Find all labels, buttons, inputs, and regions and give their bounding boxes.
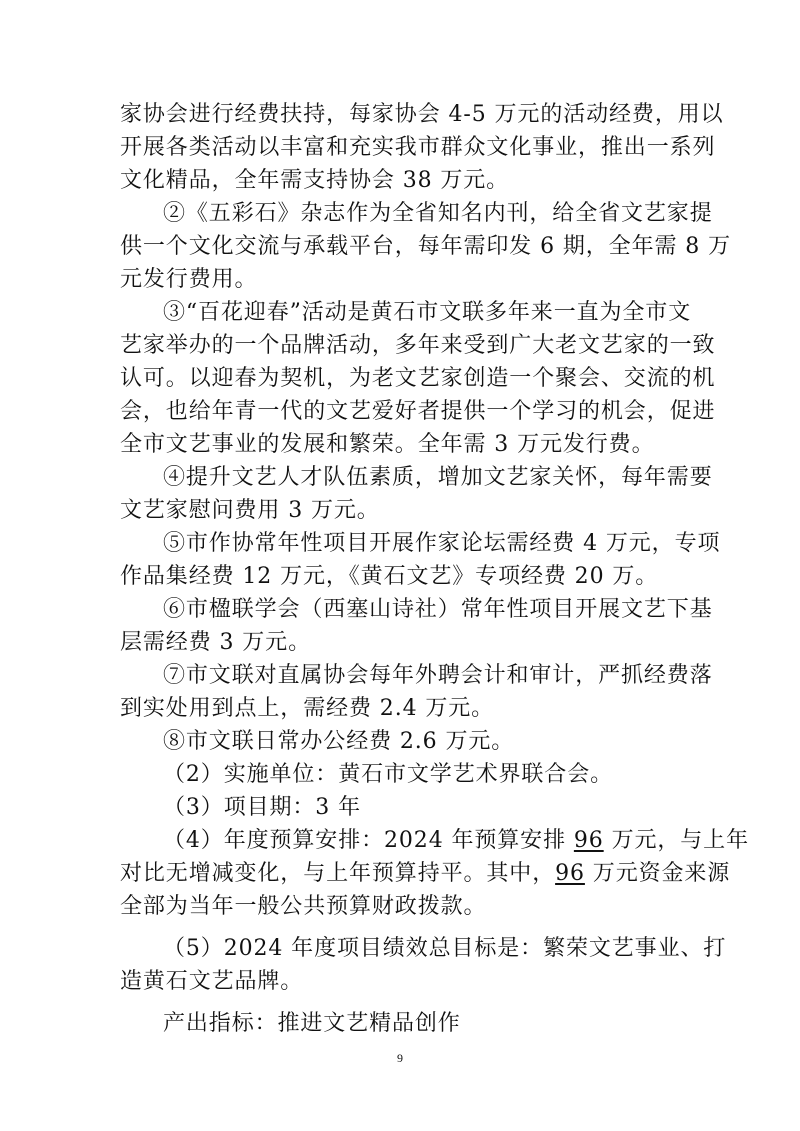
text-line: 艺家举办的一个品牌活动，多年来受到广大老文艺家的一致	[120, 333, 716, 358]
text-line: 到实处用到点上，需经费 2.4 万元。	[120, 696, 495, 721]
text-line: ④提升文艺人才队伍素质，增加文艺家关怀，每年需要	[163, 465, 713, 490]
budget-line-1	[120, 824, 749, 857]
budget-text: （4）年度预算安排：2024 年预算安排	[163, 828, 574, 853]
text-line: ⑤市作协常年性项目开展作家论坛需经费 4 万元，专项	[163, 531, 721, 556]
goal-line: （5）2024 年度项目绩效总目标是：繁荣文艺事业、打	[163, 936, 727, 961]
text-line: 会，也给年青一代的文艺爱好者提供一个学习的机会，促进	[120, 399, 716, 424]
text-line: ⑧市文联日常办公经费 2.6 万元。	[163, 729, 515, 754]
text-line: 层需经费 3 万元。	[120, 630, 311, 655]
budget-line-3: 全部为当年一般公共预算财政拨款。	[120, 894, 487, 919]
text-line: 文化精品，全年需支持协会 38 万元。	[120, 168, 510, 193]
text-line: 家协会进行经费扶持，每家协会 4-5 万元的活动经费，用以	[120, 102, 724, 127]
text-line: 全市文艺事业的发展和繁荣。全年需 3 万元发行费。	[120, 432, 655, 457]
text-line: 元发行费用。	[120, 267, 258, 292]
text-line: 供一个文化交流与承载平台，每年需印发 6 期，全年需 8 万	[120, 234, 731, 259]
budget-amount: 96	[573, 828, 604, 853]
text-line: ③“百花迎春”活动是黄石市文联多年来一直为全市文	[163, 300, 692, 325]
text-line: ②《五彩石》杂志作为全省知名内刊，给全省文艺家提	[163, 201, 713, 226]
budget-amount: 96	[555, 861, 585, 886]
text-line: 作品集经费 12 万元，《黄石文艺》专项经费 20 万。	[120, 564, 659, 589]
budget-text: 万元，与上年	[603, 828, 749, 853]
body-text	[120, 98, 749, 1040]
text-line: 开展各类活动以丰富和充实我市群众文化事业，推出一系列	[120, 135, 716, 160]
budget-text: 对比无增减变化，与上年预算持平。其中，	[120, 861, 556, 886]
budget-text: 万元资金来源	[584, 861, 731, 886]
text-line: （3）项目期：3 年	[163, 795, 361, 820]
page-number: 9	[397, 1051, 403, 1065]
goal-line: 造黄石文艺品牌。	[120, 969, 304, 994]
text-line: 认可。以迎春为契机，为老文艺家创造一个聚会、交流的机	[120, 366, 716, 391]
text-line: 文艺家慰问费用 3 万元。	[120, 498, 380, 523]
text-line: ⑥市楹联学会（西塞山诗社）常年性项目开展文艺下基	[163, 597, 713, 622]
text-line: （2）实施单位：黄石市文学艺术界联合会。	[163, 762, 613, 787]
text-line: ⑦市文联对直属协会每年外聘会计和审计，严抓经费落	[163, 663, 713, 688]
budget-line-2	[120, 857, 731, 890]
output-indicator-line: 产出指标：推进文艺精品创作	[163, 1011, 461, 1036]
